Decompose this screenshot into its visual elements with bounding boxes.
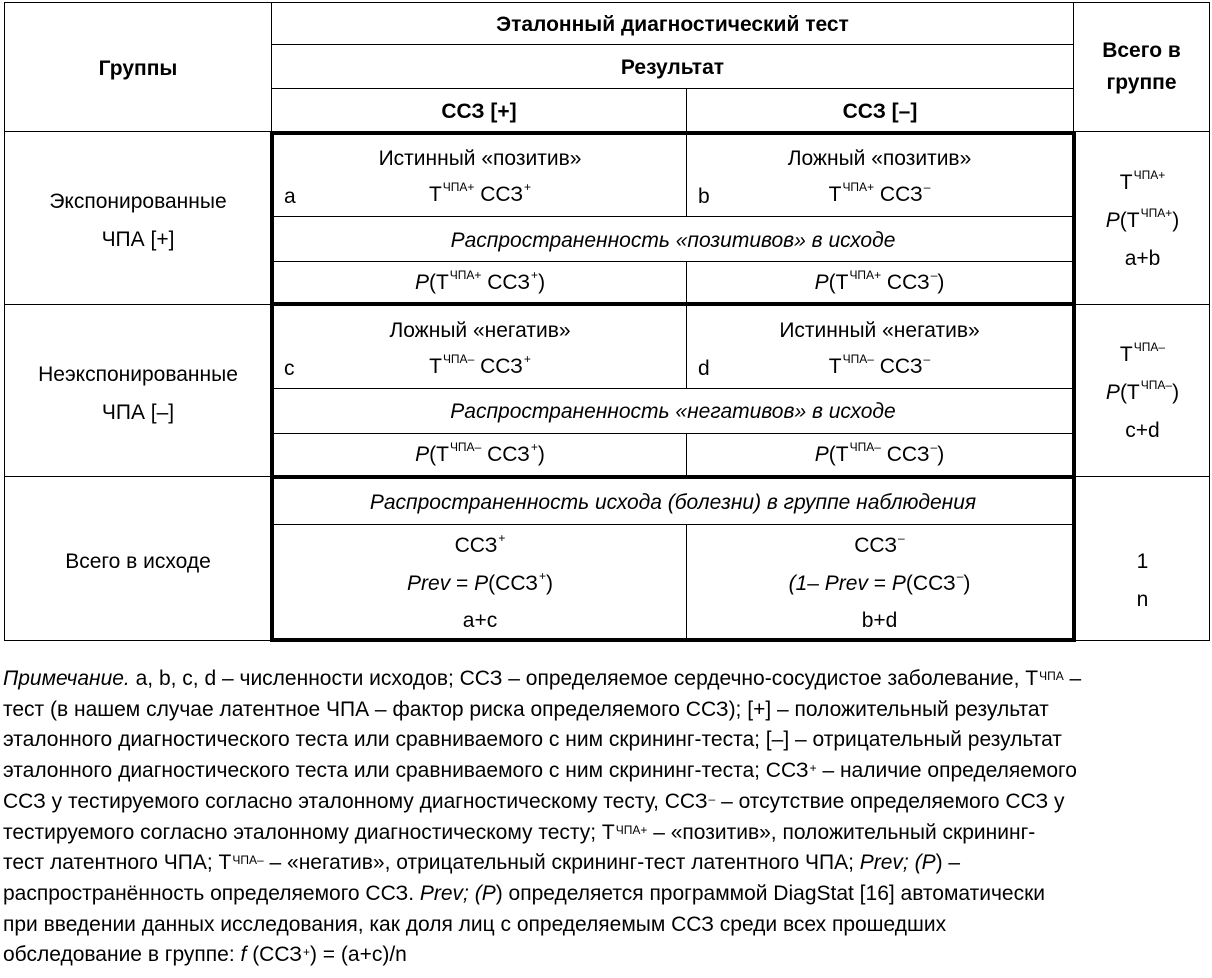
cell-c-title: Ложный «негатив» [389,319,571,342]
grid-line [271,44,1074,45]
note-line: эталонного диагностического теста или сравниваемого с ним скрининг-теста; [–] – отрицательный результат [3,728,1062,752]
total-exposed-line2: $P(Т^{ЧПА+})$ [1105,206,1180,232]
prevalence-outcome: Распространенность исхода (болезни) в группе наблюдения [369,491,977,514]
prob-c: $P(Т^{ЧПА-}$ ССЗ+) [415,440,545,466]
grid-line [4,476,274,477]
cell-a-formula: $Т^{ЧПА+}$ ССЗ+ [428,180,532,206]
grid-line [274,388,1072,389]
total-exposed-line3: a+b [1124,247,1161,270]
header-reference-test: Эталонный диагностический тест [496,13,849,36]
grid-line [274,524,1072,525]
grand-total-n: n [1136,588,1149,611]
row-label-total: Всего в исходе [65,550,211,573]
grid-line [270,302,1076,306]
prob-b: $P(Т^{ЧПА+}$ ССЗ–) [814,268,945,294]
cell-b-formula: $Т^{ЧПА+}$ ССЗ– [828,180,931,206]
note-line: тестируемого согласно эталонному диагностическому тесту; $Т^{ЧПА+}$ – «позитив», положительный скрининг- [3,820,1036,844]
note-line: обследование в группе: f (ССЗ+) = (a+c)/n [3,943,407,967]
grid-line [270,475,1076,479]
grid-line [1073,476,1210,477]
total-right-sum: b+d [861,609,898,632]
prob-d: $P(Т^{ЧПА-}$ ССЗ–) [814,440,945,466]
total-unexposed-line1: $Т^{ЧПА-}$ [1119,340,1166,366]
grid-line [270,638,1076,642]
grid-line [4,2,5,641]
note-line: при введении данных исследования, как доля лиц с определяемым ССЗ среди всех прошедших [3,912,947,936]
row-label-exposed-line2: ЧПА [+] [101,228,175,251]
grand-total-1: 1 [1136,550,1149,573]
cell-b-letter: b [698,185,710,208]
note-line: тест (в нашем случае латентное ЧПА – фактор риска определяемого ССЗ); [+] – положительный результат [3,697,1049,721]
cell-d-letter: d [698,357,710,380]
header-total-line1: Всего в [1102,39,1181,62]
grid-line [274,216,1072,217]
header-total-line2: группе [1106,71,1177,94]
prob-a: $P(Т^{ЧПА+}$ ССЗ+) [414,268,546,294]
grid-line [1209,2,1210,641]
row-label-unexposed-line2: ЧПА [–] [101,401,175,424]
cell-b-title: Ложный «позитив» [787,147,972,170]
total-left-sum: a+c [462,609,498,632]
total-right-line2: (1– Prev = P(ССЗ–) [788,569,971,595]
total-unexposed-line2: $P(Т^{ЧПА-})$ [1105,378,1180,404]
note-line: Примечание. a, b, c, d – численности исходов; ССЗ – определяемое сердечно-сосудистое заболевание, $Т^{ЧПА}$ – [3,667,1082,690]
grid-line [270,131,1076,135]
header-groups: Группы [98,57,178,80]
note-line: эталонного диагностического теста или сравниваемого с ним скрининг-теста; ССЗ+ – наличие определяемого [3,759,1077,783]
cell-d-formula: $Т^{ЧПА-}$ ССЗ– [828,352,931,378]
grid-line [4,131,274,132]
cell-d-title: Истинный «негатив» [779,319,980,342]
row-label-unexposed-line1: Неэкспонированные [38,363,238,386]
grid-line [274,261,1072,262]
grid-line [271,88,1074,89]
cell-c-letter: c [284,357,295,380]
cell-a-title: Истинный «позитив» [378,147,582,170]
row-label-exposed-line1: Экспонированные [49,190,227,213]
note-line: тест латентного ЧПА; $Т^{ЧПА-}$ – «негатив», отрицательный скрининг-тест латентного ЧПА; Prev; (P) – [3,851,961,875]
grid-line [1073,131,1210,132]
note-line: распространённость определяемого ССЗ. Prev; (P) определяется программой DiagStat [16] автоматически [3,881,1046,905]
grid-line [1073,304,1210,305]
cell-c-formula: $Т^{ЧПА-}$ ССЗ+ [429,352,531,378]
header-result: Результат [620,56,725,79]
grid-line [274,433,1072,434]
total-right-line1: ССЗ– [854,531,905,557]
grid-line [4,304,274,305]
table-note [3,664,1211,971]
note-line: ССЗ у тестируемого согласно эталонному диагностическому тесту, ССЗ– – отсутствие определяемого ССЗ у [3,789,1065,813]
total-left-line2: Prev = P(ССЗ+) [407,569,553,595]
total-left-line1: ССЗ+ [454,531,506,557]
prevalence-negatives: Распространенность «негативов» в исходе [450,400,896,423]
grid-line [4,2,1210,3]
total-unexposed-line3: c+d [1125,419,1160,442]
prevalence-positives: Распространенность «позитивов» в исходе [450,229,896,252]
cell-a-letter: a [284,185,296,208]
header-ssz-minus: ССЗ [–] [842,100,918,123]
header-ssz-plus: ССЗ [+] [441,100,517,123]
total-exposed-line1: $Т^{ЧПА+}$ [1119,168,1166,194]
grid-line [1073,2,1074,132]
